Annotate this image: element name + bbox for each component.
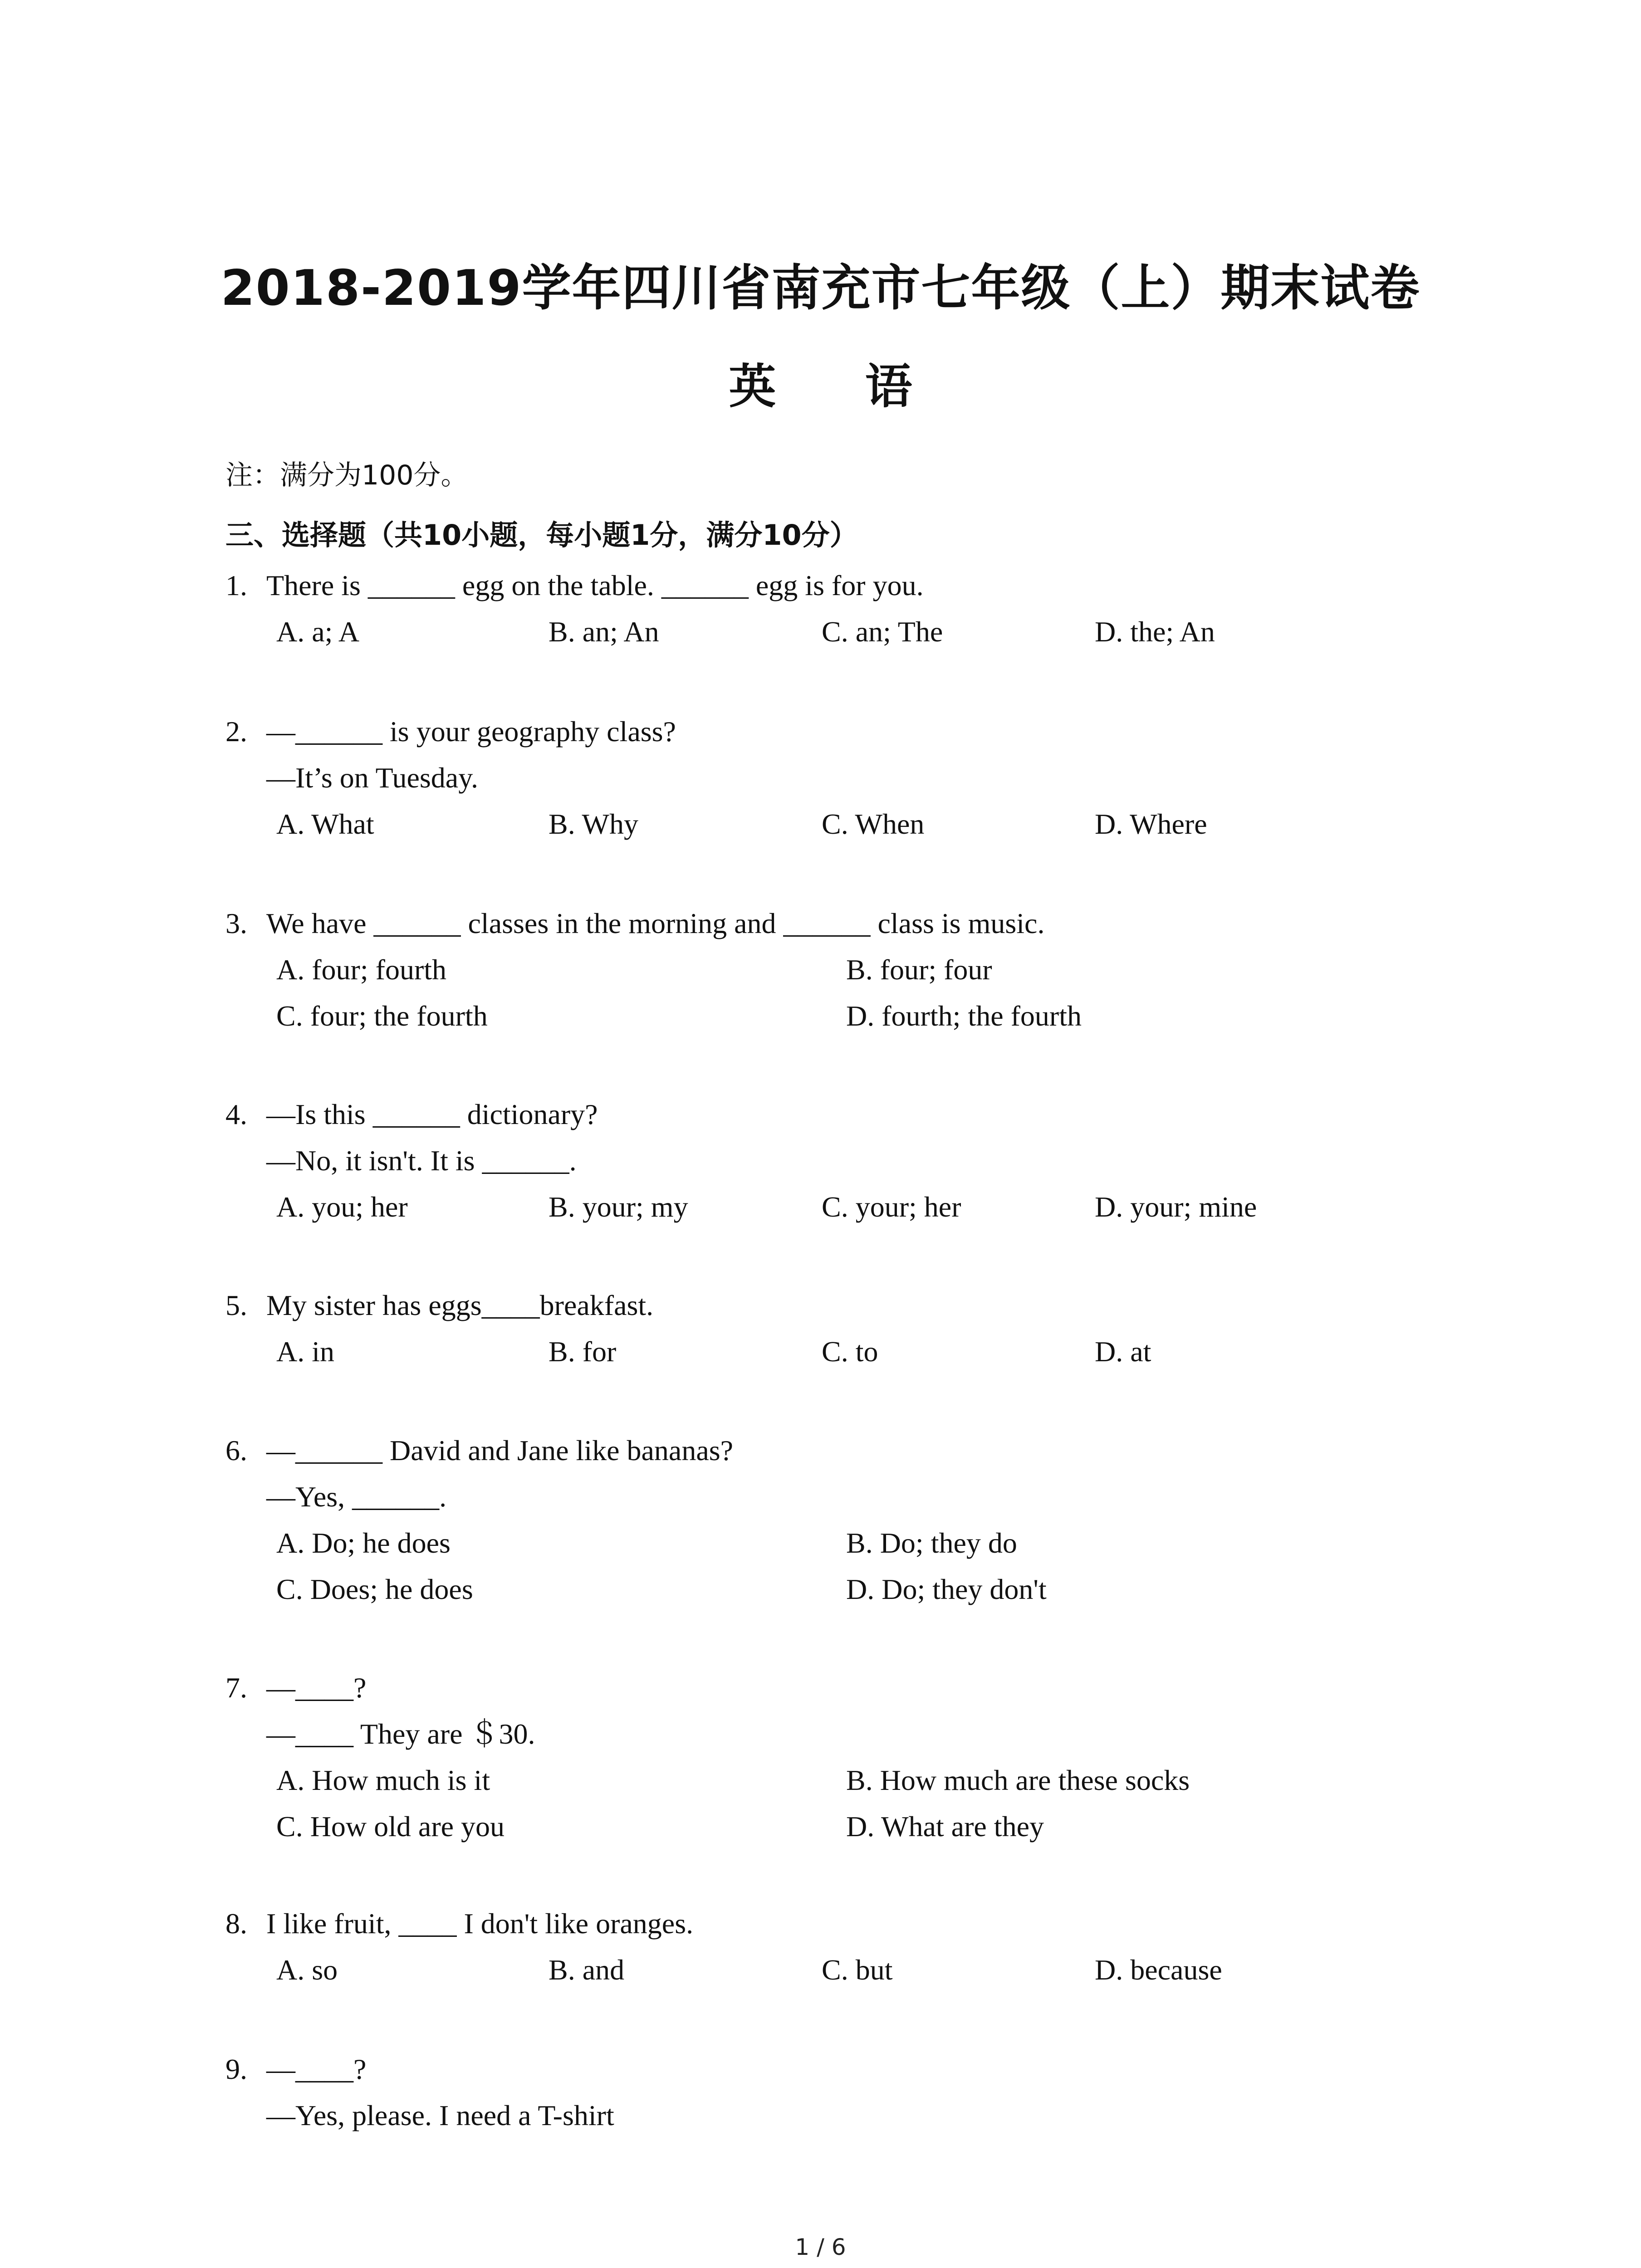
option-c[interactable]: C. four; the fourth bbox=[276, 1000, 488, 1032]
question-line bbox=[225, 2046, 1450, 2092]
options-row bbox=[225, 1947, 1450, 1993]
question-number: 6. bbox=[225, 1434, 247, 1466]
option-a[interactable]: A. you; her bbox=[276, 1191, 408, 1223]
option-a[interactable]: A. a; A bbox=[276, 616, 360, 648]
options-row bbox=[225, 993, 1450, 1039]
question-stem: I like fruit, ____ I don't like oranges. bbox=[266, 1907, 694, 1940]
question-number: 5. bbox=[225, 1289, 247, 1321]
options-row bbox=[225, 801, 1450, 847]
exam-subject: 英 语 bbox=[729, 359, 949, 414]
question-stem: —____? bbox=[266, 1672, 367, 1704]
option-c[interactable]: C. When bbox=[822, 808, 925, 840]
option-c[interactable]: C. an; The bbox=[822, 616, 943, 648]
question-number: 2. bbox=[225, 715, 247, 748]
options-row bbox=[225, 1566, 1450, 1613]
option-d[interactable]: D. your; mine bbox=[1095, 1191, 1257, 1223]
option-a[interactable]: A. in bbox=[276, 1335, 334, 1368]
option-b[interactable]: B. Do; they do bbox=[846, 1527, 1017, 1559]
option-b[interactable]: B. How much are these socks bbox=[846, 1764, 1190, 1796]
question-9 bbox=[225, 2046, 1450, 2139]
question-reply: —No, it isn't. It is ______. bbox=[266, 1144, 577, 1177]
options-row bbox=[225, 1757, 1450, 1804]
question-4 bbox=[225, 1091, 1450, 1230]
question-line bbox=[225, 1901, 1450, 1947]
option-d[interactable]: D. Where bbox=[1095, 808, 1207, 840]
question-stem: —____? bbox=[266, 2053, 367, 2085]
page-number: 1 / 6 bbox=[795, 2234, 846, 2260]
question-number: 8. bbox=[225, 1907, 247, 1940]
option-c[interactable]: C. Does; he does bbox=[276, 1573, 473, 1605]
option-a[interactable]: A. What bbox=[276, 808, 374, 840]
question-stem: We have ______ classes in the morning and ______ class is music. bbox=[266, 907, 1045, 939]
question-reply: —Yes, ______. bbox=[266, 1481, 447, 1513]
question-stem: —______ is your geography class? bbox=[266, 715, 676, 748]
option-d[interactable]: D. at bbox=[1095, 1335, 1151, 1368]
option-a[interactable]: A. four; fourth bbox=[276, 953, 447, 986]
question-line bbox=[225, 1427, 1450, 1474]
question-number: 3. bbox=[225, 907, 247, 939]
option-d[interactable]: D. the; An bbox=[1095, 616, 1215, 648]
question-reply: —____ They are ＄30. bbox=[266, 1718, 535, 1750]
question-line bbox=[225, 1091, 1450, 1138]
question-line bbox=[225, 709, 1450, 755]
question-3 bbox=[225, 900, 1450, 1039]
option-d[interactable]: D. because bbox=[1095, 1954, 1222, 1986]
option-d[interactable]: D. What are they bbox=[846, 1810, 1044, 1843]
option-a[interactable]: A. Do; he does bbox=[276, 1527, 451, 1559]
option-b[interactable]: B. four; four bbox=[846, 953, 992, 986]
question-stem: —Is this ______ dictionary? bbox=[266, 1098, 598, 1130]
question-1 bbox=[225, 562, 1450, 655]
question-7 bbox=[225, 1665, 1450, 1850]
question-number: 1. bbox=[225, 569, 247, 601]
option-b[interactable]: B. and bbox=[549, 1954, 625, 1986]
question-number: 9. bbox=[225, 2053, 247, 2085]
question-8 bbox=[225, 1901, 1450, 1993]
option-b[interactable]: B. your; my bbox=[549, 1191, 688, 1223]
question-stem: My sister has eggs____breakfast. bbox=[266, 1289, 654, 1321]
exam-title: 2018-2019学年四川省南充市七年级（上）期末试卷 bbox=[220, 260, 1421, 317]
options-row bbox=[225, 1520, 1450, 1566]
options-row bbox=[225, 609, 1450, 655]
question-2 bbox=[225, 709, 1450, 847]
question-stem: —______ David and Jane like bananas? bbox=[266, 1434, 734, 1466]
score-note: 注：满分为100分。 bbox=[225, 459, 468, 491]
question-number: 7. bbox=[225, 1672, 247, 1704]
option-d[interactable]: D. Do; they don't bbox=[846, 1573, 1047, 1605]
option-b[interactable]: B. an; An bbox=[549, 616, 659, 648]
option-b[interactable]: B. Why bbox=[549, 808, 638, 840]
option-c[interactable]: C. to bbox=[822, 1335, 878, 1368]
option-d[interactable]: D. fourth; the fourth bbox=[846, 1000, 1082, 1032]
options-row bbox=[225, 1804, 1450, 1850]
question-reply: —It’s on Tuesday. bbox=[266, 762, 479, 794]
question-reply: —Yes, please. I need a T-shirt bbox=[266, 2099, 614, 2131]
section-title: 三、选择题（共10小题，每小题1分，满分10分） bbox=[225, 518, 858, 552]
question-5 bbox=[225, 1282, 1450, 1375]
option-a[interactable]: A. so bbox=[276, 1954, 338, 1986]
options-row bbox=[225, 1184, 1450, 1230]
option-c[interactable]: C. How old are you bbox=[276, 1810, 505, 1843]
question-line bbox=[225, 1282, 1450, 1329]
question-stem: There is ______ egg on the table. ______ egg is for you. bbox=[266, 569, 924, 601]
options-row bbox=[225, 1329, 1450, 1375]
question-number: 4. bbox=[225, 1098, 247, 1130]
option-a[interactable]: A. How much is it bbox=[276, 1764, 490, 1796]
question-line bbox=[225, 900, 1450, 947]
options-row bbox=[225, 947, 1450, 993]
option-b[interactable]: B. for bbox=[549, 1335, 617, 1368]
question-line bbox=[225, 562, 1450, 609]
question-line bbox=[225, 1665, 1450, 1711]
option-c[interactable]: C. but bbox=[822, 1954, 893, 1986]
question-6 bbox=[225, 1427, 1450, 1613]
option-c[interactable]: C. your; her bbox=[822, 1191, 961, 1223]
